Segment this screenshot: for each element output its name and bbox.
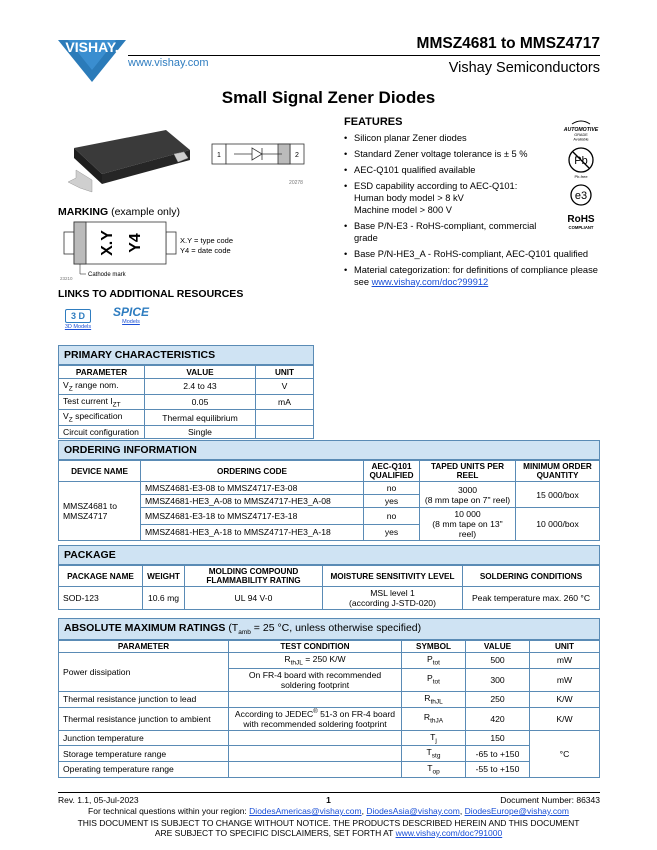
feature-item: • Base P/N-HE3_A - RoHS-compliant, AEC-Q101 qualified — [344, 248, 602, 260]
feature-item: • Material categorization: for definitions of compliance please see www.vishay.com/doc?99912 — [344, 264, 602, 288]
disclaimer: THIS DOCUMENT IS SUBJECT TO CHANGE WITHOUT NOTICE. THE PRODUCTS DESCRIBED HEREIN AND THIS DOCUMENT ARE SUBJECT TO SPECIFIC DISCLAIMERS, SET FORTH AT www.vishay.com/doc?91000 — [77, 818, 580, 838]
table-row: Circuit configuration Single — [59, 426, 314, 439]
table-row: $V_Z$ range nom. 2.4 to 43 V — [59, 379, 314, 395]
svg-text:COMPLIANT: COMPLIANT — [568, 225, 594, 230]
svg-text:GRADE: GRADE — [574, 133, 588, 137]
spice-icon: SPICE — [112, 305, 149, 319]
car-icon — [572, 121, 590, 124]
email-americas-link[interactable]: DiodesAmericas@vishay.com — [249, 806, 362, 816]
svg-text:Pb: Pb — [574, 155, 588, 167]
feature-item: • ESD capability according to AEC-Q101: Human body model > 8 kV Machine model > 800 V — [344, 180, 602, 216]
feature-item: • AEC-Q101 qualified available — [344, 164, 602, 176]
table-title: PACKAGE — [58, 545, 600, 565]
revision: Rev. 1.1, 05-Jul-2023 — [58, 795, 139, 805]
table-row: Test current $I_{ZT}$ 0.05 mA — [59, 394, 314, 410]
compliance-badges — [558, 118, 604, 238]
svg-text:e3: e3 — [574, 190, 588, 202]
header-rule — [128, 55, 600, 56]
diode-symbol-diagram — [208, 140, 308, 188]
table-row: $V_Z$ specification Thermal equilibrium — [59, 410, 314, 426]
esd-human: Human body model > 8 kV — [354, 193, 464, 203]
spice-models-link[interactable]: SPICE Models — [108, 305, 154, 325]
technical-contacts: For technical questions within your region: DiodesAmericas@vishay.com, DiodesAsia@vishay.com, DiodesEurope@vishay.com — [88, 806, 569, 816]
feature-item: • Silicon planar Zener diodes — [344, 132, 602, 144]
svg-text:Available: Available — [573, 137, 589, 142]
email-europe-link[interactable]: DiodesEurope@vishay.com — [464, 806, 569, 816]
svg-text:20278: 20278 — [289, 180, 303, 186]
3d-models-link[interactable]: 3 D 3D Models — [64, 311, 92, 330]
absolute-maximum-ratings-table: ABSOLUTE MAXIMUM RATINGS ($T_{amb} = 25$ °C, unless otherwise specified) PARAMETER TEST CONDITION SYMBOL VALUE UNIT Power dissipation $R_{thJL} = 250$ K/W $P_{tot}$ 500 mW On FR-4 board with recommended soldering footprint $P_{tot}$ 300 mW Thermal resistance junction to lead $R_{thJL}$ 250 K/W Thermal resistance junction to ambient According to JEDEC® 51-3 on FR-4 board with recommended soldering footprint $R_{thJA}$ 420 K/W Junction temperature $T_j$ 150 °C Storage temperature range $T_{stg}$ -65 to +150 Operating temperature range $T_{op}$ -55 to +150 — [58, 618, 600, 778]
table-row: SOD-123 10.6 mg UL 94 V-0 MSL level 1 (according J-STD-020) Peak temperature max. 260 °C — [59, 587, 600, 610]
svg-text:AUTOMOTIVE: AUTOMOTIVE — [563, 127, 599, 133]
svg-text:Pb-free: Pb-free — [574, 174, 588, 179]
package-table: PACKAGE PACKAGE NAME WEIGHT MOLDING COMPOUND FLAMMABILITY RATING MOISTURE SENSITIVITY LEVEL SOLDERING CONDITIONS SOD-123 10.6 mg UL 94 V-0 MSL level 1 (according J-STD-020) Peak temperature max. 260 °C — [58, 545, 600, 610]
table-row: Operating temperature range $T_{op}$ -55 to +150 — [59, 761, 600, 777]
division-name: Vishay Semiconductors — [448, 60, 600, 76]
table-row: MMSZ4681-HE3_A-18 to MMSZ4717-HE3_A-18 yes — [59, 524, 600, 541]
page-number: 1 — [326, 795, 331, 805]
website-link[interactable]: www.vishay.com — [128, 57, 209, 69]
svg-text:Y4: Y4 — [127, 233, 144, 253]
email-asia-link[interactable]: DiodesAsia@vishay.com — [366, 806, 460, 816]
compliance-link[interactable]: www.vishay.com/doc?99912 — [371, 277, 489, 287]
table-row: MMSZ4681 to MMSZ4717 MMSZ4681-E3-08 to MMSZ4717-E3-08 no 3000 (8 mm tape on 7" reel) 15 000/box — [59, 482, 600, 495]
table-row: Thermal resistance junction to lead $R_{thJL}$ 250 K/W — [59, 691, 600, 707]
svg-text:X.Y: X.Y — [99, 230, 116, 256]
features-heading: FEATURES — [344, 116, 403, 128]
table-title: ORDERING INFORMATION — [58, 440, 600, 460]
disclaimer-link[interactable]: www.vishay.com/doc?91000 — [395, 828, 503, 838]
svg-text:23210: 23210 — [60, 276, 73, 281]
table-row: Thermal resistance junction to ambient According to JEDEC® 51-3 on FR-4 board with recommended soldering footprint $R_{thJA}$ 420 K/W — [59, 707, 600, 730]
table-row: On FR-4 board with recommended soldering footprint $P_{tot}$ 300 mW — [59, 668, 600, 691]
ordering-information-table: ORDERING INFORMATION DEVICE NAME ORDERING CODE AEC-Q101 QUALIFIED TAPED UNITS PER REEL MINIMUM ORDER QUANTITY MMSZ4681 to MMSZ4717 MMSZ4681-E3-08 to MMSZ4717-E3-08 no 3000 (8 mm tape on 7" reel) 15 000/box MMSZ4681-HE3_A-08 to MMSZ4717-HE3_A-08 yes MMSZ4681-E3-18 to MMSZ4717-E3-18 no 10 000 (8 mm tape on 13" reel) 10 000/box MMSZ4681-HE3_A-18 to MMSZ4717-HE3_A-18 yes — [58, 440, 600, 541]
table-title: PRIMARY CHARACTERISTICS — [58, 345, 314, 365]
table-row: MMSZ4681-E3-18 to MMSZ4717-E3-18 no 10 000 (8 mm tape on 13" reel) 10 000/box — [59, 508, 600, 525]
vishay-logo — [58, 26, 126, 82]
table-title: ABSOLUTE MAXIMUM RATINGS ($T_{amb} = 25$ °C, unless otherwise specified) — [58, 618, 600, 640]
svg-text:Cathode mark: Cathode mark — [88, 272, 126, 278]
marking-legend: X.Y = type code Y4 = date code — [180, 236, 234, 255]
svg-text:1: 1 — [217, 152, 221, 159]
feature-item: • Base P/N-E3 - RoHS-compliant, commercial grade — [344, 220, 556, 244]
resources-heading: LINKS TO ADDITIONAL RESOURCES — [58, 288, 244, 300]
table-row: Storage temperature range $T_{stg}$ -65 to +150 — [59, 746, 600, 762]
part-range-title: MMSZ4681 to MMSZ4717 — [416, 35, 600, 52]
primary-characteristics-table: PRIMARY CHARACTERISTICS PARAMETER VALUE UNIT $V_Z$ range nom. 2.4 to 43 V Test current $I_{ZT}$ 0.05 mA $V_Z$ specification Thermal equilibrium Circuit configuration Single — [58, 345, 314, 439]
svg-text:RoHS: RoHS — [567, 214, 595, 225]
marking-diagram — [60, 218, 180, 282]
page-title: Small Signal Zener Diodes — [221, 88, 436, 107]
footer-rule — [58, 792, 600, 793]
esd-machine: Machine model > 800 V — [354, 205, 452, 215]
marking-heading: MARKING (example only) — [58, 206, 180, 218]
svg-text:VISHAY.: VISHAY. — [65, 39, 119, 55]
feature-item: • Standard Zener voltage tolerance is ± 5 % — [344, 148, 602, 160]
table-row: Junction temperature $T_j$ 150 °C — [59, 730, 600, 746]
table-row: Power dissipation $R_{thJL} = 250$ K/W $P_{tot}$ 500 mW — [59, 653, 600, 669]
svg-text:2: 2 — [295, 152, 299, 159]
document-number: Document Number: 86343 — [500, 795, 600, 805]
table-row: MMSZ4681-HE3_A-08 to MMSZ4717-HE3_A-08 yes — [59, 495, 600, 508]
3d-cube-icon: 3 D — [65, 309, 91, 323]
sod123-package-image — [66, 122, 196, 198]
